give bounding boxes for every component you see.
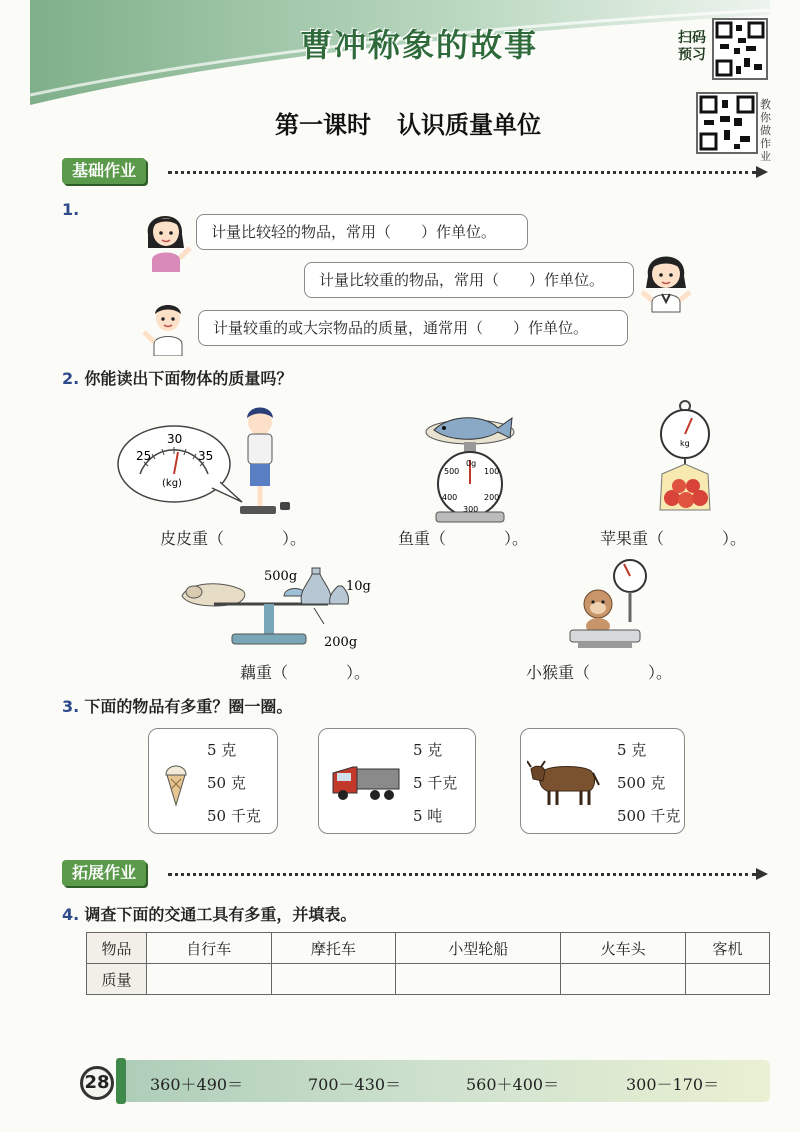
answer-line-apples[interactable]: 苹果重（ ）。 bbox=[600, 529, 747, 548]
dial-tick: 100 bbox=[484, 467, 500, 476]
speech-bubble-heavy: 计量比较重的物品，常用（ ）作单位。 bbox=[304, 262, 634, 298]
table-row bbox=[87, 933, 770, 964]
section-tag-extended: 拓展作业 bbox=[62, 860, 146, 886]
option-50g[interactable]: 50 克 bbox=[207, 774, 246, 792]
oral-calc: 360＋490＝ bbox=[150, 1075, 244, 1094]
dial-unit: kg bbox=[680, 439, 690, 448]
speech-bubble-light: 计量比较轻的物品，常用（ ）作单位。 bbox=[196, 214, 528, 250]
girl-icon bbox=[138, 204, 194, 274]
section-divider bbox=[168, 873, 756, 876]
column-header: 客机 bbox=[685, 933, 769, 964]
arrow-icon bbox=[756, 166, 768, 178]
row-header: 质量 bbox=[87, 964, 147, 995]
oral-calc: 700－430＝ bbox=[308, 1075, 402, 1094]
row-header: 物品 bbox=[87, 933, 147, 964]
question-number: 1. bbox=[62, 200, 80, 219]
question-3-header bbox=[62, 694, 292, 717]
scale-tick: 30 bbox=[167, 432, 183, 446]
dial-tick: 0g bbox=[466, 459, 477, 468]
answer-line-pipi[interactable]: 皮皮重（ ）。 bbox=[160, 529, 307, 548]
scale-tick: 35 bbox=[198, 449, 214, 463]
option-5g[interactable]: 5 克 bbox=[207, 741, 237, 759]
column-header: 小型轮船 bbox=[396, 933, 561, 964]
footer-tab bbox=[116, 1058, 126, 1104]
option-5g[interactable]: 5 克 bbox=[617, 741, 647, 759]
answer-line-fish[interactable]: 鱼重（ ）。 bbox=[398, 529, 529, 548]
column-header: 自行车 bbox=[147, 933, 272, 964]
dial-tick: 400 bbox=[442, 493, 458, 502]
vehicle-weight-table bbox=[86, 932, 770, 995]
scale-tick: 25 bbox=[136, 449, 152, 463]
answer-line-lotus-root[interactable]: 藕重（ ）。 bbox=[240, 663, 371, 682]
question-number: 3. bbox=[62, 697, 80, 716]
section-tag-basic: 基础作业 bbox=[62, 158, 146, 184]
hanging-scale-apples bbox=[650, 400, 720, 520]
choice-box-truck bbox=[318, 728, 476, 834]
question-text: 下面的物品有多重？圈一圈。 bbox=[84, 697, 293, 716]
question-number: 4. bbox=[62, 905, 80, 924]
column-header: 火车头 bbox=[561, 933, 686, 964]
table-row bbox=[87, 964, 770, 995]
answer-cell[interactable] bbox=[147, 964, 272, 995]
lesson-number: 第一课时 bbox=[275, 111, 371, 139]
oral-calc: 300－170＝ bbox=[626, 1075, 720, 1094]
choice-box-ice-cream bbox=[148, 728, 278, 834]
kitchen-scale-fish bbox=[420, 408, 520, 524]
weight-label: 200g bbox=[324, 635, 358, 650]
weight-label: 500g bbox=[264, 569, 298, 584]
scale-unit: (kg) bbox=[162, 478, 182, 489]
truck-icon bbox=[331, 761, 401, 803]
answer-cell[interactable] bbox=[396, 964, 561, 995]
option-5t[interactable]: 5 吨 bbox=[413, 807, 443, 825]
lesson-title bbox=[275, 105, 541, 140]
arrow-icon bbox=[756, 868, 768, 880]
dial-tick: 300 bbox=[463, 505, 479, 514]
question-4-header bbox=[62, 902, 356, 925]
answer-cell[interactable] bbox=[685, 964, 769, 995]
option-500kg[interactable]: 500 千克 bbox=[617, 807, 681, 825]
answer-cell[interactable] bbox=[271, 964, 396, 995]
option-50kg[interactable]: 50 千克 bbox=[207, 807, 261, 825]
boy-icon bbox=[140, 298, 196, 356]
answer-cell[interactable] bbox=[561, 964, 686, 995]
option-500g[interactable]: 500 克 bbox=[617, 774, 666, 792]
girl-icon bbox=[636, 244, 696, 314]
choice-box-ox bbox=[520, 728, 685, 834]
column-header: 摩托车 bbox=[271, 933, 396, 964]
ice-cream-icon bbox=[163, 759, 189, 807]
qr-homework-label: 教你做作业 bbox=[760, 98, 771, 163]
speech-bubble-bulk: 计量较重的或大宗物品的质量，通常用（ ）作单位。 bbox=[198, 310, 628, 346]
question-text: 调查下面的交通工具有多重，并填表。 bbox=[84, 905, 357, 924]
lesson-topic: 认识质量单位 bbox=[397, 111, 541, 139]
option-5g[interactable]: 5 克 bbox=[413, 741, 443, 759]
book-title: 曹冲称象的故事 bbox=[300, 26, 539, 64]
weight-label: 10g bbox=[346, 579, 371, 594]
answer-line-monkey[interactable]: 小猴重（ ）。 bbox=[526, 663, 673, 682]
platform-scale-monkey bbox=[566, 558, 650, 654]
dial-tick: 200 bbox=[484, 493, 500, 502]
question-2-header bbox=[62, 366, 292, 389]
ox-icon bbox=[527, 757, 601, 807]
oral-calc: 560＋400＝ bbox=[466, 1075, 560, 1094]
question-text: 你能读出下面物体的质量吗？ bbox=[84, 369, 293, 388]
qr-code-homework[interactable] bbox=[696, 92, 758, 154]
balance-scale-lotus-root bbox=[178, 560, 378, 652]
dial-tick: 500 bbox=[444, 467, 460, 476]
question-number: 2. bbox=[62, 369, 80, 388]
qr-code-preview[interactable] bbox=[712, 18, 768, 80]
qr-preview-label: 扫码预习 bbox=[678, 30, 706, 63]
page-number: 28 bbox=[80, 1066, 114, 1100]
option-5kg[interactable]: 5 千克 bbox=[413, 774, 458, 792]
body-scale-illustration bbox=[112, 402, 312, 522]
section-divider bbox=[168, 171, 756, 174]
